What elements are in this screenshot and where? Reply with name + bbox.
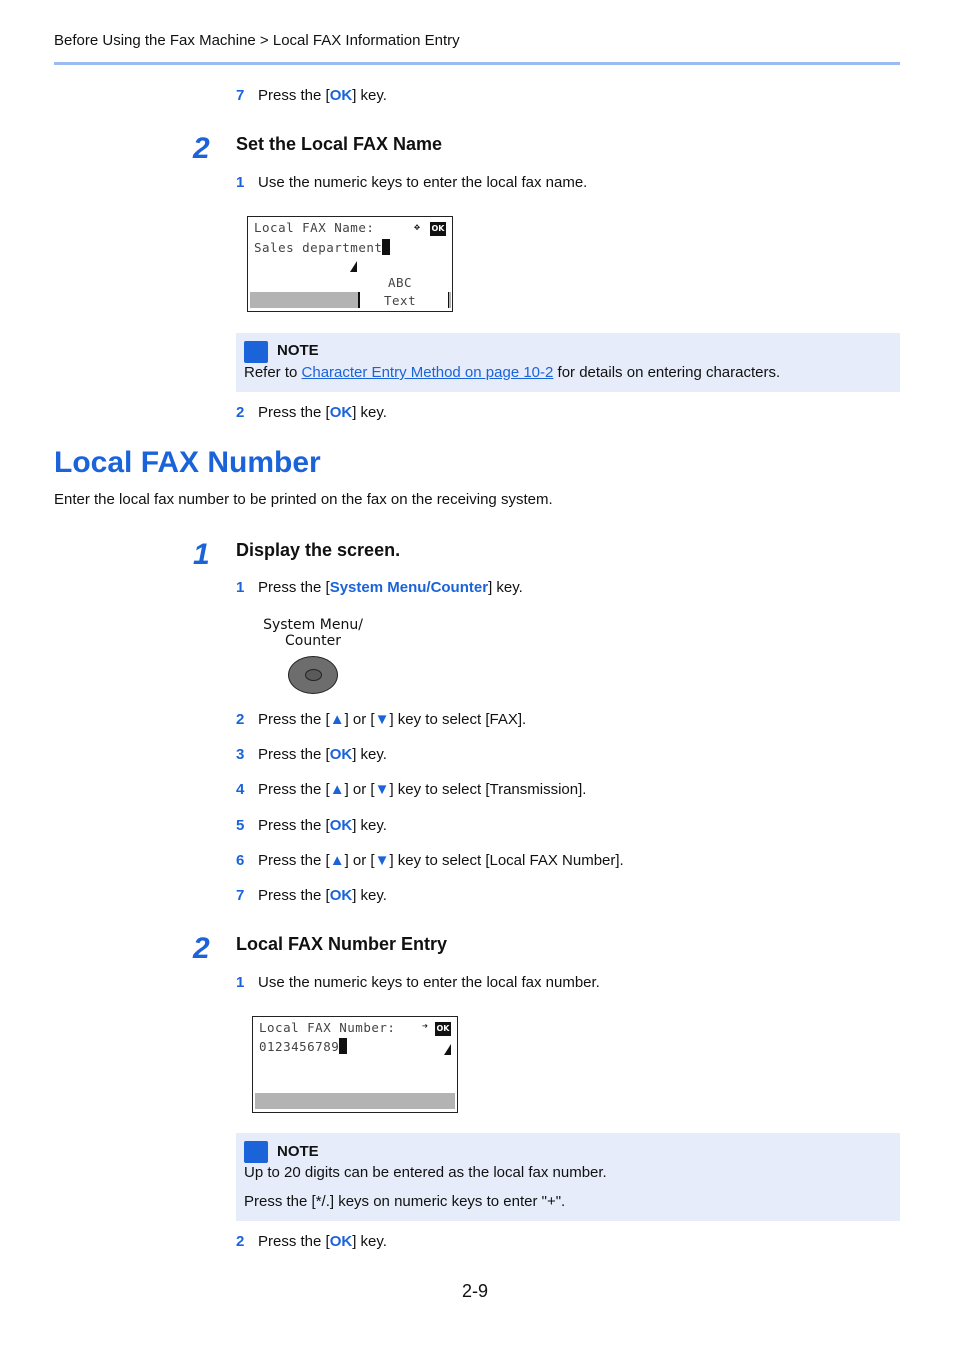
- note-icon: [244, 1141, 268, 1163]
- lcd-softkey-bar: [255, 1093, 455, 1109]
- note-line-1: Up to 20 digits can be entered as the local fax number.: [244, 1164, 607, 1181]
- down-arrow-icon: ▼: [374, 781, 390, 798]
- big-step-number: 2: [193, 932, 210, 965]
- corner-triangle-icon: [444, 1044, 451, 1055]
- arrows-icon: ✥: [414, 222, 421, 233]
- system-menu-button[interactable]: [288, 656, 338, 694]
- page-number: 2-9: [462, 1281, 489, 1301]
- system-menu-caption: System Menu/ Counter: [263, 617, 363, 649]
- note-title: NOTE: [277, 342, 319, 359]
- up-arrow-icon: ▲: [329, 711, 345, 728]
- section-title: Local FAX Number: [54, 446, 321, 479]
- step-press-ok: 7 Press the [OK] key.: [236, 887, 387, 904]
- step-select-transmission: 4 Press the [▲] or [▼] key to select [Transmission].: [236, 781, 587, 798]
- button-indicator-icon: [305, 669, 322, 681]
- breadcrumb: Before Using the Fax Machine > Local FAX Information Entry: [54, 32, 460, 49]
- lcd-local-fax-name: [247, 216, 453, 312]
- lcd-local-fax-number: [252, 1016, 458, 1113]
- lcd-mode-abc: ABC: [388, 275, 413, 290]
- step-number: 7: [236, 87, 245, 104]
- step-enter-name: 1 Use the numeric keys to enter the local fax name.: [236, 174, 588, 191]
- character-entry-link[interactable]: Character Entry Method on page 10-2: [301, 364, 554, 381]
- ok-key-label: OK: [329, 87, 353, 104]
- step-heading: Local FAX Number Entry: [236, 934, 448, 954]
- arrows-icon: ➔: [422, 1021, 429, 1032]
- down-arrow-icon: ▼: [374, 711, 390, 728]
- note-line-2: Press the [*/.] keys on numeric keys to enter "+".: [244, 1193, 566, 1210]
- big-step-number: 1: [193, 538, 210, 571]
- lcd-line-1: Local FAX Number:: [259, 1020, 396, 1035]
- step-press-ok: 2 Press the [OK] key.: [236, 404, 387, 421]
- step-system-menu: 1 Press the [System Menu/Counter] key.: [236, 579, 523, 596]
- text-cursor: [382, 239, 390, 255]
- lcd-line-1: Local FAX Name:: [254, 220, 375, 235]
- up-arrow-icon: ▲: [329, 852, 345, 869]
- lcd-softkey-blank: [250, 292, 358, 308]
- big-step-number: 2: [193, 132, 210, 165]
- text-cursor: [339, 1038, 347, 1054]
- lcd-line-2: Sales department: [254, 240, 383, 255]
- ok-icon: OK: [435, 1022, 451, 1036]
- corner-triangle-icon: [350, 261, 357, 272]
- up-arrow-icon: ▲: [329, 781, 345, 798]
- note-box: NOTE Refer to Character Entry Method on page 10-2 for details on entering characters.: [236, 333, 900, 392]
- step-select-local-fax-number: 6 Press the [▲] or [▼] key to select [Local FAX Number].: [236, 852, 624, 869]
- step-press-ok: 5 Press the [OK] key.: [236, 817, 387, 834]
- header-rule: [54, 62, 900, 65]
- lcd-line-2: 0123456789: [259, 1039, 340, 1054]
- step-enter-number: 1 Use the numeric keys to enter the local fax number.: [236, 974, 600, 991]
- intro-text: Enter the local fax number to be printed on the fax on the receiving system.: [54, 491, 553, 508]
- system-menu-key-label: System Menu/Counter: [329, 579, 489, 596]
- down-arrow-icon: ▼: [374, 852, 390, 869]
- note-box: [236, 1133, 900, 1221]
- step-press-ok: 2 Press the [OK] key.: [236, 1233, 387, 1250]
- note-icon: [244, 341, 268, 363]
- lcd-softkey-text-label: Text: [384, 293, 417, 308]
- step-heading: Set the Local FAX Name: [236, 134, 443, 154]
- step-heading: Display the screen.: [236, 540, 401, 560]
- ok-icon: OK: [430, 222, 446, 236]
- step-press-ok: 7 Press the [OK] key.: [236, 87, 387, 104]
- step-select-fax: 2 Press the [▲] or [▼] key to select [FAX].: [236, 711, 527, 728]
- note-title: NOTE: [277, 1143, 319, 1160]
- step-press-ok: 3 Press the [OK] key.: [236, 746, 387, 763]
